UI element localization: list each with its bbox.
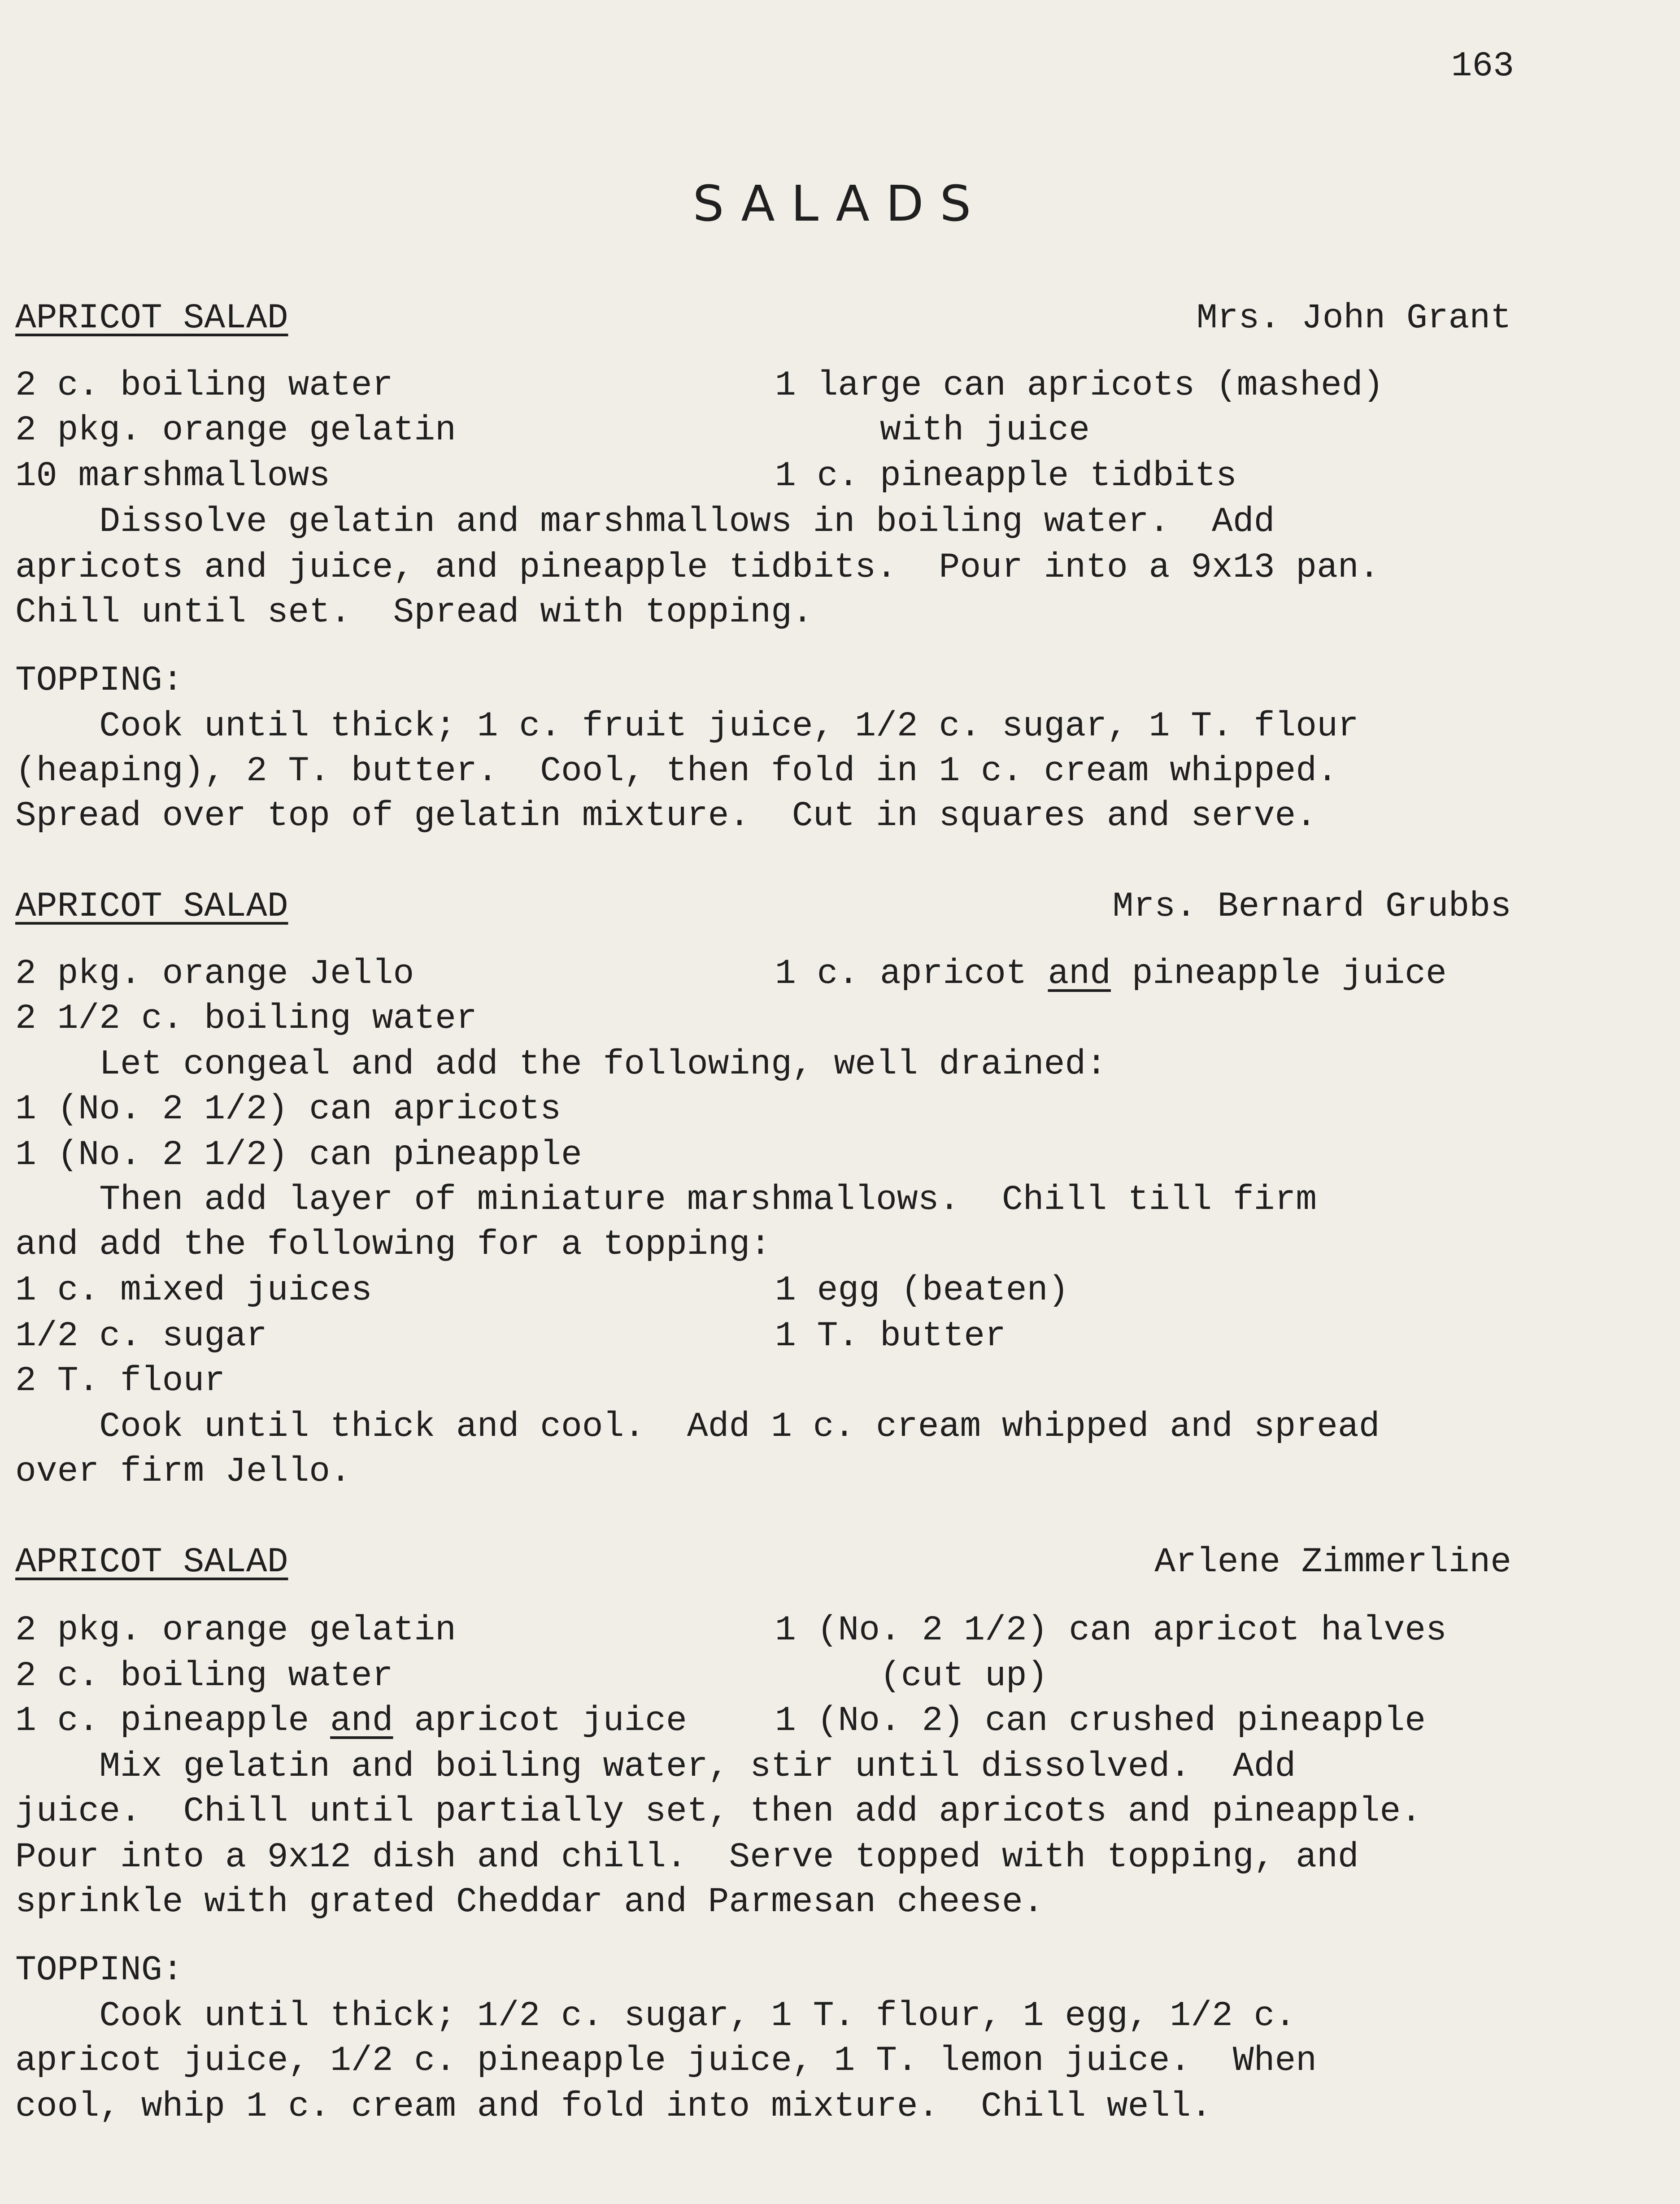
recipe-author: Mrs. John Grant: [1196, 299, 1511, 338]
ingredient-text: apricot juice: [393, 1701, 687, 1741]
recipe-author: Mrs. Bernard Grubbs: [1112, 887, 1511, 926]
ingredient-left: 2 T. flour: [15, 1361, 226, 1401]
ingredient-right: (cut up): [775, 1656, 1048, 1696]
direction-line: and add the following for a topping:: [15, 1225, 771, 1265]
ingredient-left: 2 pkg. orange Jello: [15, 954, 414, 994]
ingredient-left: 10 marshmallows: [15, 456, 331, 496]
ingredient-left: 2 c. boiling water: [15, 1656, 393, 1696]
direction-line: over firm Jello.: [15, 1452, 351, 1491]
direction-line: apricots and juice, and pineapple tidbits. Pour into a 9x13 pan.: [15, 548, 1380, 587]
direction-line: Dissolve gelatin and marshmallows in boiling water. Add: [15, 502, 1275, 542]
ingredient-left: 1 c. mixed juices: [15, 1271, 372, 1310]
direction-line: Chill until set. Spread with topping.: [15, 593, 813, 632]
topping-line: apricot juice, 1/2 c. pineapple juice, 1 T. lemon juice. When: [15, 2041, 1317, 2081]
topping-label: TOPPING:: [15, 661, 183, 700]
recipe-title: APRICOT SALAD: [15, 887, 288, 926]
ingredient-right: 1 large can apricots (mashed): [775, 366, 1384, 405]
and-underlined: and: [330, 1701, 393, 1741]
topping-line: cool, whip 1 c. cream and fold into mixture. Chill well.: [15, 2087, 1212, 2126]
ingredient-left: 1/2 c. sugar: [15, 1317, 267, 1356]
direction-line: Then add layer of miniature marshmallows. Chill till firm: [15, 1180, 1317, 1220]
recipe-author: Arlene Zimmerline: [1154, 1543, 1511, 1582]
topping-label: TOPPING:: [15, 1951, 183, 1990]
ingredient-left: 2 c. boiling water: [15, 366, 393, 405]
ingredient-right: 1 c. pineapple tidbits: [775, 456, 1237, 496]
topping-line: Spread over top of gelatin mixture. Cut in squares and serve.: [15, 796, 1317, 836]
direction-line: Mix gelatin and boiling water, stir until dissolved. Add: [15, 1747, 1296, 1787]
recipe-title: APRICOT SALAD: [15, 1543, 288, 1582]
ingredient-text: 1 c. apricot: [775, 954, 1048, 994]
ingredient-right: 1 T. butter: [775, 1317, 1006, 1356]
ingredient-right: 1 (No. 2) can crushed pineapple: [775, 1701, 1426, 1741]
recipe-title: APRICOT SALAD: [15, 299, 288, 338]
ingredient-left: 2 pkg. orange gelatin: [15, 1611, 456, 1650]
direction-line: juice. Chill until partially set, then add apricots and pineapple.: [15, 1792, 1422, 1831]
direction-line: 1 (No. 2 1/2) can apricots: [15, 1090, 561, 1129]
topping-line: Cook until thick; 1 c. fruit juice, 1/2 c. sugar, 1 T. flour: [15, 707, 1359, 746]
topping-line: (heaping), 2 T. butter. Cool, then fold in 1 c. cream whipped.: [15, 752, 1338, 791]
ingredient-right: 1 egg (beaten): [775, 1271, 1069, 1310]
ingredient-left: 2 1/2 c. boiling water: [15, 999, 477, 1039]
direction-line: Let congeal and add the following, well drained:: [15, 1045, 1107, 1084]
topping-line: Cook until thick; 1/2 c. sugar, 1 T. flour, 1 egg, 1/2 c.: [15, 1996, 1296, 2036]
direction-line: sprinkle with grated Cheddar and Parmesan cheese.: [15, 1882, 1044, 1922]
direction-line: 1 (No. 2 1/2) can pineapple: [15, 1135, 582, 1175]
ingredient-left: [15, 1699, 687, 1743]
ingredient-text: pineapple juice: [1110, 954, 1447, 994]
page-title: SALADS: [692, 175, 988, 232]
ingredient-right: 1 (No. 2 1/2) can apricot halves: [775, 1611, 1447, 1650]
page-number: 163: [1451, 47, 1514, 86]
and-underlined: and: [1048, 954, 1111, 994]
direction-line: Cook until thick and cool. Add 1 c. cream whipped and spread: [15, 1407, 1380, 1447]
ingredient-left: 2 pkg. orange gelatin: [15, 411, 456, 450]
ingredient-text: 1 c. pineapple: [15, 1701, 331, 1741]
ingredient-right: [775, 952, 1447, 996]
ingredient-right: with juice: [775, 411, 1090, 450]
direction-line: Pour into a 9x12 dish and chill. Serve topped with topping, and: [15, 1838, 1359, 1877]
